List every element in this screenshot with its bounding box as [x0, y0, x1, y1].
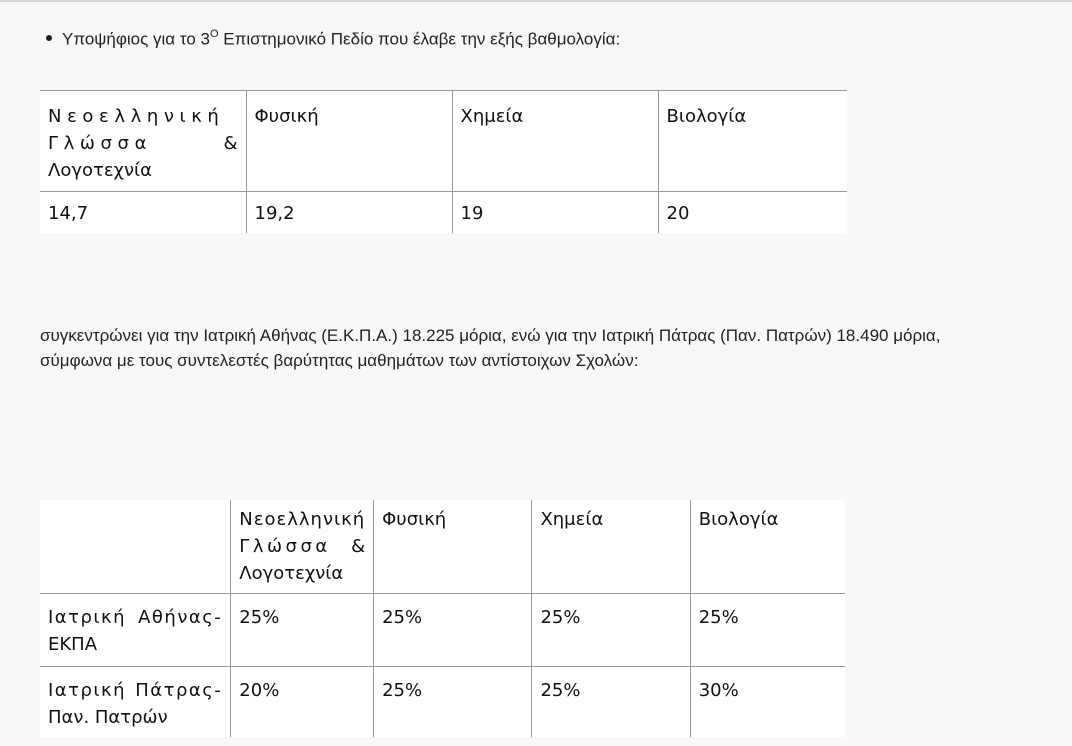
grade-physics	[246, 192, 452, 234]
weights-header-biology	[690, 500, 845, 594]
top-divider	[0, 0, 1072, 2]
weights-row-athens-label	[40, 594, 231, 667]
weights-row-patras-label-word2: Πάτρας-	[135, 680, 223, 701]
weight-athens-physics	[374, 594, 532, 667]
weights-header-language-word2: Γλώσσα	[239, 536, 331, 557]
weights-row-athens-label-line2: ΕΚΠΑ	[48, 634, 98, 655]
grades-header-biology-text: Βιολογία	[666, 106, 747, 127]
weights-row-patras-label	[40, 667, 231, 738]
grade-chemistry	[452, 192, 658, 234]
grades-header-biology	[658, 91, 847, 192]
grade-biology-value: 20	[666, 203, 690, 224]
weight-patras-chemistry	[532, 667, 690, 738]
grades-header-physics	[246, 91, 452, 192]
grades-header-physics-text: Φυσική	[254, 106, 319, 127]
weight-patras-biology-value: 30%	[698, 680, 739, 701]
grades-header-language-line1: Νεοελληνική	[48, 106, 225, 127]
weights-header-biology-text: Βιολογία	[698, 509, 779, 530]
grade-chemistry-value: 19	[460, 203, 484, 224]
weight-patras-language	[231, 667, 374, 738]
grades-header-language-amp: &	[223, 133, 238, 154]
weights-header-chemistry-text: Χημεία	[540, 509, 604, 530]
weights-header-row	[40, 500, 845, 594]
weights-header-language-amp: &	[351, 536, 366, 557]
weights-header-empty-text	[40, 500, 230, 518]
weights-header-language-line1: Νεοελληνική	[239, 509, 366, 530]
grades-table	[40, 90, 847, 233]
grades-header-row	[40, 91, 847, 192]
weights-row-patras-label-line2: Παν. Πατρών	[48, 707, 168, 728]
intro-superscript: Ο	[209, 28, 219, 40]
weight-patras-chemistry-value: 25%	[540, 680, 581, 701]
weight-athens-chemistry	[532, 594, 690, 667]
weights-table	[40, 500, 845, 737]
weight-patras-physics-value: 25%	[382, 680, 423, 701]
grade-language-value: 14,7	[48, 203, 89, 224]
weights-row-patras-label-line1	[48, 677, 222, 704]
weights-row-patras	[40, 667, 845, 738]
grades-header-chemistry	[452, 91, 658, 192]
weights-header-language	[231, 500, 374, 594]
bullet-dot-icon	[46, 35, 52, 41]
weights-header-language-line3: Λογοτεχνία	[239, 563, 344, 584]
points-paragraph-line2: σύμφωνα με τους συντελεστές βαρύτητας μαθημάτων των αντίστοιχων Σχολών:	[40, 351, 639, 370]
grade-biology	[658, 192, 847, 234]
grades-header-language	[40, 91, 246, 192]
weight-athens-chemistry-value: 25%	[540, 607, 581, 628]
weights-header-chemistry	[532, 500, 690, 594]
grades-values-row	[40, 192, 847, 234]
weight-patras-physics	[374, 667, 532, 738]
weight-athens-physics-value: 25%	[382, 607, 423, 628]
grades-header-chemistry-text: Χημεία	[460, 106, 524, 127]
weights-row-athens-label-word2: Αθήνας-	[138, 607, 223, 628]
intro-bullet	[46, 24, 620, 51]
grades-header-language-line3: Λογοτεχνία	[48, 160, 152, 181]
weights-row-patras-label-word1: Ιατρική	[48, 680, 127, 701]
weights-header-physics-text: Φυσική	[382, 509, 447, 530]
weight-athens-language	[231, 594, 374, 667]
weight-athens-language-value: 25%	[239, 607, 280, 628]
grade-physics-value: 19,2	[254, 203, 295, 224]
weights-header-empty	[40, 500, 231, 594]
grades-header-language-word2: Γλώσσα	[48, 133, 153, 154]
weight-athens-biology	[690, 594, 845, 667]
weights-row-athens	[40, 594, 845, 667]
grades-header-language-line2	[48, 130, 238, 157]
weights-header-language-line2	[239, 533, 365, 560]
points-paragraph-line1: συγκεντρώνει για την Ιατρική Αθήνας (Ε.Κ.Π.Α.) 18.225 μόρια, ενώ για την Ιατρική Πάτρας (Παν. Πατρών) 18.490 μόρια,	[40, 326, 941, 345]
weights-row-athens-label-line1	[48, 604, 222, 631]
weight-athens-biology-value: 25%	[698, 607, 739, 628]
points-paragraph	[40, 323, 1040, 373]
intro-text-before: Υποψήφιος για το 3	[62, 29, 210, 49]
grade-language	[40, 192, 246, 234]
weight-patras-language-value: 20%	[239, 680, 280, 701]
weights-row-athens-label-word1: Ιατρική	[48, 607, 127, 628]
weight-patras-biology	[690, 667, 845, 738]
weights-header-physics	[374, 500, 532, 594]
intro-text-after: Επιστημονικό Πεδίο που έλαβε την εξής βαθμολογία:	[218, 29, 621, 49]
